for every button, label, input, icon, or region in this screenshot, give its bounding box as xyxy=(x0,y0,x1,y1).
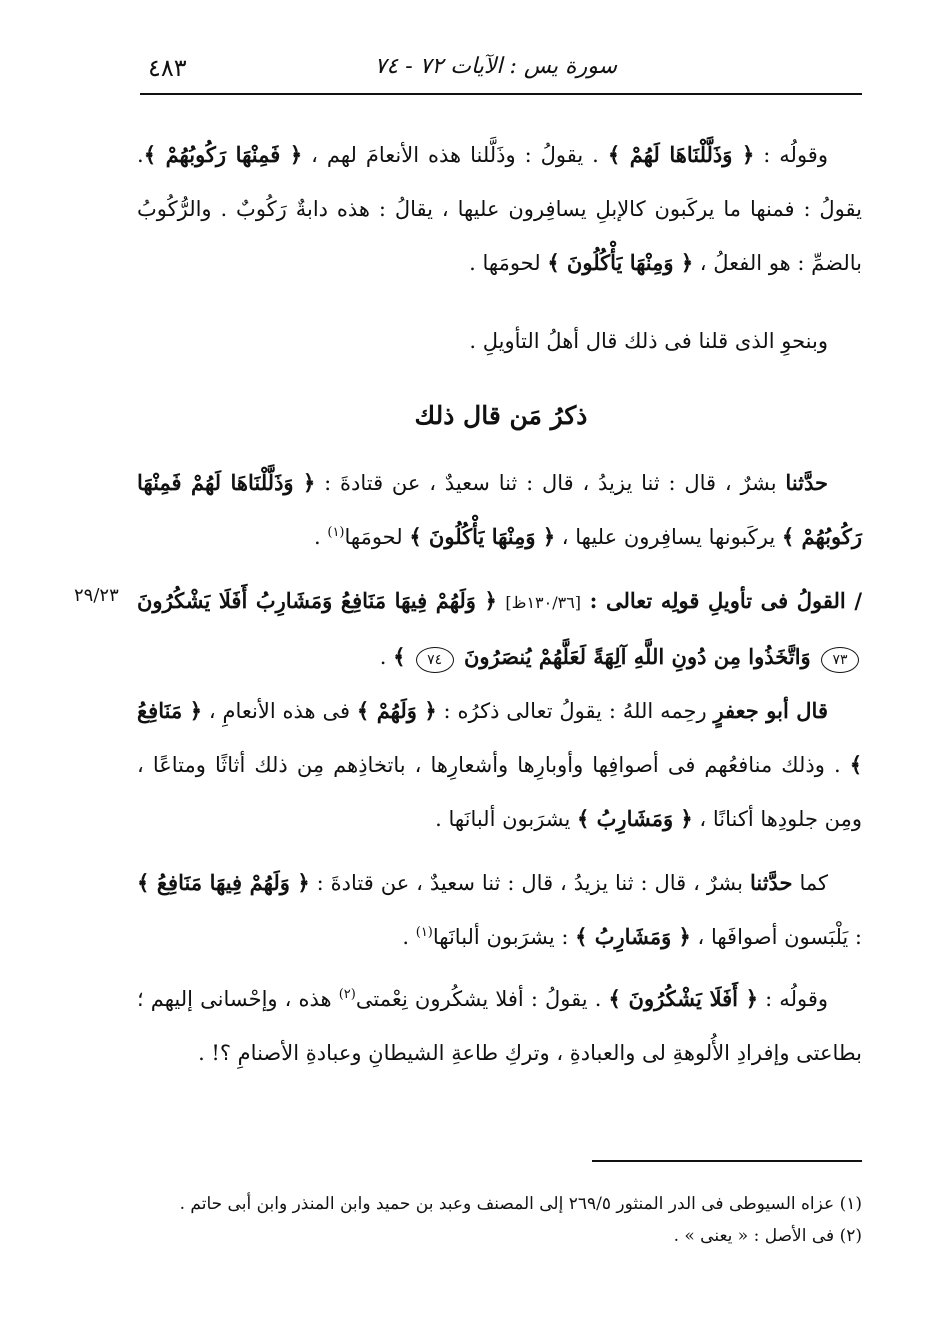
text-segment: . يقولُ : وذَلَّلنا هذه الأنعامَ لهم ، xyxy=(302,143,608,167)
text-segment: فى هذه الأنعامِ ، xyxy=(202,699,357,723)
text-segment: كما xyxy=(792,871,829,895)
footnote-rule xyxy=(592,1160,862,1162)
paragraph-3 xyxy=(137,456,862,564)
margin-reference: ٢٩/٢٣ xyxy=(74,585,119,606)
quran-quote: ﴿ وَمَشَارِبُ ﴾ xyxy=(577,806,693,831)
page-header xyxy=(140,48,862,88)
text-segment: لحومَها xyxy=(344,525,410,549)
quran-quote: ﴿ مَنَافِعُ ﴾ xyxy=(137,698,862,777)
narration-lead: حدَّثنا xyxy=(749,870,793,895)
text-segment: يشرَبون ألبانَها . xyxy=(435,807,578,831)
footnote-marker: (١) xyxy=(327,525,345,540)
narration-lead: حدَّثنا xyxy=(785,470,829,495)
narration-lead: قال أبو جعفرٍ xyxy=(713,698,828,723)
manuscript-reference: [١٣٠/٣٦ظ] xyxy=(505,593,582,612)
text-segment: . xyxy=(379,645,394,669)
footnote-marker: (١) xyxy=(415,925,433,940)
quran-quote: ﴿ أَفَلَا يَشْكُرُونَ ﴾ xyxy=(608,986,759,1011)
ayah-number-marker: ٧٣ xyxy=(821,647,859,673)
footnote-marker: (٢) xyxy=(338,987,356,1002)
paragraph-5 xyxy=(137,684,862,846)
paragraph-4 xyxy=(137,574,862,684)
footnote-1: (١) عزاه السيوطى فى الدر المنثور ٢٦٩/٥ إلى المصنف وعبد بن حميد وابن المنذر وابن أبى حاتم . xyxy=(179,1194,862,1214)
footnote-2: (٢) فى الأصل : « يعنى » . xyxy=(673,1226,862,1246)
text-segment: . يقولُ : فمنها ما يركَبون كالإبلِ يسافِرون عليها ، يقالُ : هذه دابةٌ رَكُوبٌ . والرُّكُوبُ بالضمِّ : هو الفعلُ ، xyxy=(137,143,862,275)
page-number: ٤٨٣ xyxy=(148,54,187,82)
text-segment: . xyxy=(402,925,416,949)
paragraph-7 xyxy=(137,972,862,1080)
quran-quote: ﴿ وَذَلَّلْنَاهَا لَهُمْ ﴾ xyxy=(607,142,755,167)
quran-quote: ﴿ وَمَشَارِبُ ﴾ xyxy=(575,924,691,949)
text-segment: لحومَها . xyxy=(469,251,548,275)
section-heading: ذكرُ مَن قال ذلك xyxy=(414,401,588,430)
header-rule xyxy=(140,93,862,95)
paragraph-6 xyxy=(137,856,862,964)
quran-quote: ﴿ وَمِنْهَا يَأْكُلُونَ ﴾ xyxy=(409,524,556,549)
quran-quote: ﴿ فَمِنْهَا رَكُوبُهُمْ ﴾ xyxy=(143,142,303,167)
text-segment: رحِمه اللهُ : يقولُ تعالى ذكرُه : xyxy=(436,699,714,723)
quran-quote: ﴿ وَمِنْهَا يَأْكُلُونَ ﴾ xyxy=(547,250,694,275)
running-title: سورة يس : الآيات ٧٢ - ٧٤ xyxy=(374,54,617,79)
text-segment: بشرٌ ، قال : ثنا يزيدُ ، قال : ثنا سعيدٌ ، عن قتادةَ : xyxy=(315,471,786,495)
text-segment: وقولُه : xyxy=(754,143,828,167)
text-segment: : يَلْبَسون أصوافَها ، xyxy=(690,925,862,949)
text-segment: وقولُه : xyxy=(758,987,828,1011)
quran-quote: ﴿ وَلَهُمْ فِيهَا مَنَافِعُ وَمَشَارِبُ أَفَلَا يَشْكُرُونَ xyxy=(137,588,506,613)
text-segment: بشرٌ ، قال : ثنا يزيدُ ، قال : ثنا سعيدٌ ، عن قتادةَ : xyxy=(309,871,750,895)
text-segment: . xyxy=(314,525,328,549)
text-segment: يركَبونها يسافِرون عليها ، xyxy=(555,525,782,549)
quran-quote: ﴿ وَلَهُمْ فِيهَا مَنَافِعُ ﴾ xyxy=(137,870,310,895)
ayah-number-marker: ٧٤ xyxy=(416,647,454,673)
section-lead: / القولُ فى تأويلِ قولِه تعالى : xyxy=(581,588,862,613)
text-segment: : يشرَبون ألبانَها xyxy=(432,925,576,949)
quran-quote: ﴾ xyxy=(393,644,413,669)
quran-quote: ﴿ وَذَلَّلْنَاهَا لَهُمْ فَمِنْهَا رَكُوبُهُمْ ﴾ xyxy=(137,470,862,549)
paragraph-1 xyxy=(137,128,862,290)
text-segment: هذه ، وإحْسانى إليهم ؛ بطاعتى وإفرادِ الأُلوهةِ لى والعبادةِ ، وتركِ طاعةِ الشيطانِ وعبادةِ الأصنامِ ؟! . xyxy=(137,987,862,1065)
text-segment: . وذلك منافعُهم فى أصوافِها وأوبارِها وأشعارِها ، باتخاذِهم مِن ذلك أثاثًا ومتاعًا ، ومِن جلودِها أكنانًا ، xyxy=(137,753,862,831)
footnotes xyxy=(137,1188,862,1252)
quran-quote: ﴿ وَلَهُمْ ﴾ xyxy=(356,698,437,723)
quran-quote: وَاتَّخَذُوا مِن دُونِ اللَّهِ آلِهَةً لَعَلَّهُمْ يُنصَرُونَ xyxy=(456,644,818,669)
paragraph-2: وبنحوِ الذى قلنا فى ذلك قال أهلُ التأويلِ . xyxy=(469,329,828,353)
text-segment: . يقولُ : أفلا يشكُرون نِعْمتى xyxy=(355,987,609,1011)
